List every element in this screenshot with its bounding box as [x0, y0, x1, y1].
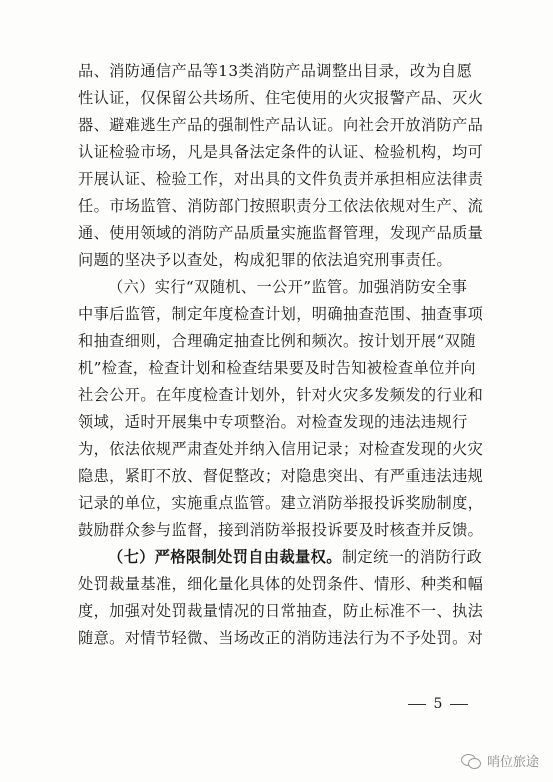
text-line: 记录的单位，实施重点监管。建立消防举报投诉奖励制度，: [78, 494, 484, 512]
text-line: 领域，适时开展集中专项整治。对检查发现的违法违规行: [78, 413, 468, 431]
watermark: [461, 751, 539, 770]
section-7-first-line: [78, 544, 484, 571]
text-line: 性认证，仅保留公共场所、住宅使用的火灾报警产品、灭火: [78, 89, 484, 107]
page-number-left-dash: [408, 704, 426, 705]
text-line: 问题的坚决予以查处，构成犯罪的依法追究刑事责任。: [78, 251, 453, 269]
text-line: 开展认证、检验工作，对出具的文件负责并承担相应法律责: [78, 170, 484, 188]
section-6-first-line: [78, 274, 484, 301]
text-line: 器、避难逃生产品的强制性产品认证。向社会开放消防产品: [78, 116, 484, 134]
section-7-first-line-text: 制定统一的消防行政: [341, 548, 483, 566]
page-number-footer: [402, 694, 474, 714]
text-line: 社会公开。在年度检查计划外，针对火灾多发频发的行业和: [78, 386, 484, 404]
section-6-first-line-text: 加强消防安全事: [358, 278, 468, 296]
text-line: 随意。对情节轻微、当场改正的消防违法行为不予处罚。对: [78, 629, 484, 647]
text-line: 度，加强对处罚裁量情况的日常抽查，防止标准不一、执法: [78, 602, 484, 620]
page-number: 5: [433, 696, 443, 712]
text-line: 隐患，紧盯不放、督促整改；对隐患突出、有严重违法违规: [78, 467, 484, 485]
document-body: [78, 58, 484, 652]
text-line: 处罚裁量基准，细化量化具体的处罚条件、情形、种类和幅: [78, 575, 484, 593]
section-7-heading: （七）严格限制处罚自由裁量权。: [108, 548, 342, 566]
text-line: 机”检查，检查计划和检查结果要及时告知被检查单位并向: [78, 359, 476, 377]
text-line: 品、消防通信产品等13类消防产品调整出目录，改为自愿: [78, 62, 473, 80]
watermark-text: 哨位旅途: [486, 755, 539, 770]
text-line: 中事后监管，制定年度检查计划，明确抽查范围、抽查事项: [78, 305, 484, 323]
text-line: 为，依法依规严肃查处并纳入信用记录；对检查发现的火灾: [78, 440, 484, 458]
text-line: 和抽查细则，合理确定抽查比例和频次。按计划开展“双随: [78, 332, 476, 350]
text-line: 任。市场监管、消防部门按照职责分工依法依规对生产、流: [78, 197, 484, 215]
text-line: 通、使用领域的消防产品质量实施监督管理，发现产品质量: [78, 224, 484, 242]
text-line: 鼓励群众参与监督，接到消防举报投诉要及时核查并反馈。: [78, 521, 484, 539]
wechat-icon: [461, 753, 481, 769]
text-line: 认证检验市场，凡是具备法定条件的认证、检验机构，均可: [78, 143, 484, 161]
page-number-right-dash: [450, 704, 468, 705]
section-6-heading: （六）实行“双随机、一公开”监管。: [108, 278, 359, 296]
